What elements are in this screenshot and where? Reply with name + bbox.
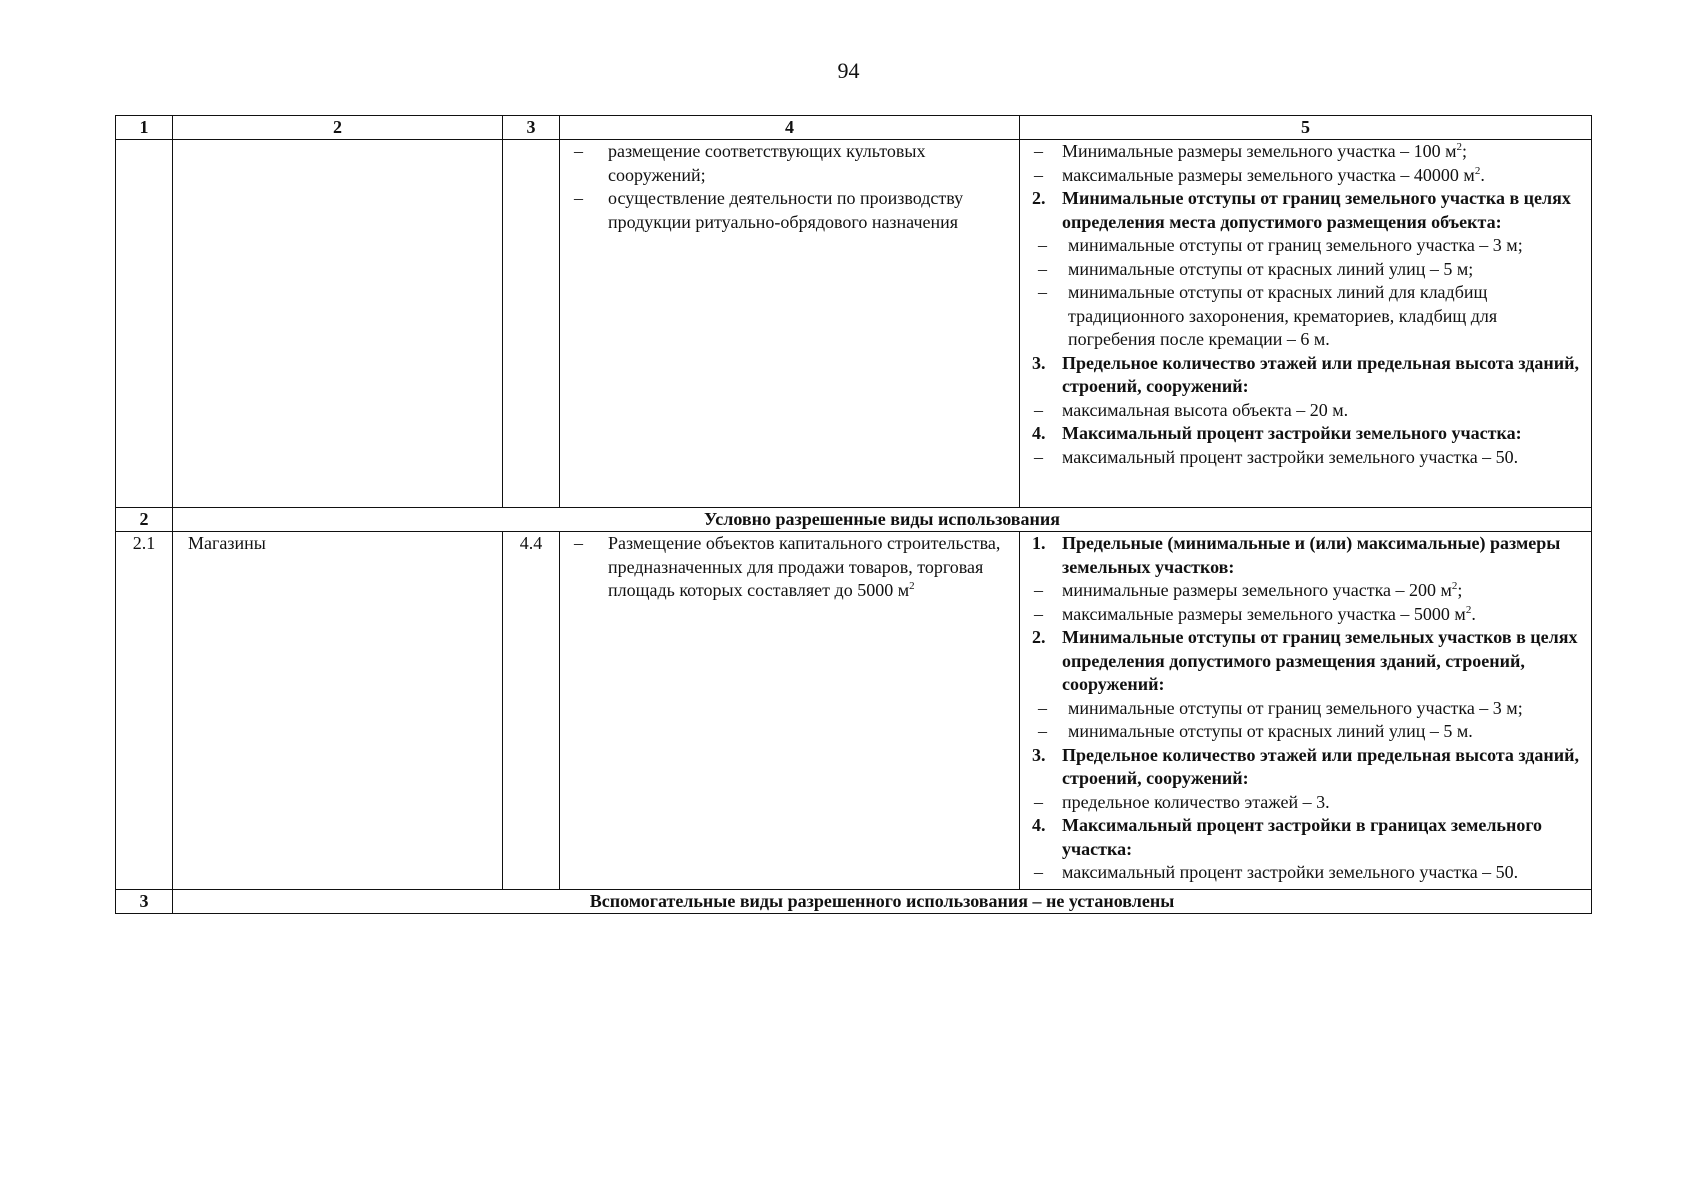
section-row-2 bbox=[116, 508, 1592, 532]
page-number: 94 bbox=[837, 58, 860, 83]
parameter-number: 4. bbox=[1032, 423, 1046, 443]
parameter-item bbox=[1032, 399, 1587, 423]
parameter-item-text: минимальные отступы от красных линий для кладбищ традиционного захоронения, крематориев, кладбищ для погребения после кремации – 6 м. bbox=[1068, 282, 1498, 349]
parameter-item-text: минимальные отступы от красных линий улиц – 5 м; bbox=[1068, 258, 1474, 279]
parameter-number: 3. bbox=[1032, 352, 1046, 373]
header-col-3: 3 bbox=[503, 116, 560, 140]
parameter-heading-text: Предельное количество этажей или предельная высота зданий, строений, сооружений: bbox=[1062, 744, 1580, 788]
parameter-number: 2. bbox=[1032, 627, 1046, 647]
parameter-number: 3. bbox=[1032, 744, 1046, 765]
description-list bbox=[560, 532, 1019, 603]
dash-bullet: – bbox=[1034, 399, 1043, 420]
dash-bullet: – bbox=[1034, 791, 1043, 812]
cell-parameters bbox=[1020, 140, 1592, 508]
dash-bullet: – bbox=[1038, 697, 1047, 718]
parameter-item-text: предельное количество этажей – 3. bbox=[1062, 791, 1330, 812]
table-row-continued bbox=[116, 140, 1592, 508]
section-row-3 bbox=[116, 890, 1592, 914]
superscript: 2 bbox=[1456, 141, 1463, 153]
table-row-2-1 bbox=[116, 532, 1592, 890]
parameter-item-text: максимальные размеры земельного участка – 40000 $м^2$. bbox=[1062, 164, 1485, 185]
parameter-heading bbox=[1032, 352, 1587, 399]
dash-bullet: – bbox=[574, 188, 583, 208]
parameter-item-text: максимальная высота объекта – 20 м. bbox=[1062, 399, 1349, 420]
parameter-heading-text: Минимальные отступы от границ земельных участков в целях определения допустимого размещения зданий, строений, сооружений: bbox=[1062, 627, 1578, 694]
dash-bullet: – bbox=[1034, 862, 1043, 882]
parameter-heading-text: Предельные (минимальные и (или) максимальные) размеры земельных участков: bbox=[1062, 533, 1561, 577]
header-col-1: 1 bbox=[116, 116, 173, 140]
parameter-item-text: максимальный процент застройки земельного участка – 50. bbox=[1062, 446, 1519, 467]
parameter-heading-text: Предельное количество этажей или предельная высота зданий, строений, сооружений: bbox=[1062, 352, 1580, 396]
parameter-heading bbox=[1032, 532, 1587, 579]
cell-num: 2.1 bbox=[116, 532, 173, 890]
land-use-table bbox=[115, 115, 1592, 914]
superscript: 2 bbox=[1451, 580, 1458, 592]
dash-bullet: – bbox=[1038, 258, 1047, 279]
parameter-item bbox=[1032, 140, 1587, 164]
cell-code bbox=[503, 140, 560, 508]
header-col-4: 4 bbox=[560, 116, 1020, 140]
parameter-item bbox=[1032, 697, 1587, 721]
parameter-item-text: минимальные отступы от красных линий улиц – 5 м. bbox=[1068, 721, 1473, 741]
list-item-text: осуществление деятельности по производству продукции ритуально-обрядового назначения bbox=[608, 188, 964, 232]
section-title: Условно разрешенные виды использования bbox=[173, 508, 1592, 532]
dash-bullet: – bbox=[1034, 141, 1043, 161]
cell-num bbox=[116, 140, 173, 508]
parameter-item bbox=[1032, 281, 1587, 352]
parameter-heading-text: Максимальный процент застройки в границах земельного участка: bbox=[1062, 815, 1543, 859]
parameter-item bbox=[1032, 164, 1587, 188]
list-item bbox=[560, 187, 1019, 234]
parameter-item-text: Минимальные размеры земельного участка – 100 $м^2$; bbox=[1062, 141, 1468, 161]
dash-bullet: – bbox=[1038, 721, 1047, 741]
parameter-item bbox=[1032, 258, 1587, 282]
section-title: Вспомогательные виды разрешенного использования – не установлены bbox=[173, 890, 1592, 914]
superscript: 2 bbox=[909, 580, 915, 592]
parameter-item bbox=[1032, 791, 1587, 815]
parameter-item bbox=[1032, 234, 1587, 258]
parameter-heading-text: Минимальные отступы от границ земельного участка в целях определения места допустимого размещения объекта: bbox=[1062, 188, 1571, 232]
header-col-2: 2 bbox=[173, 116, 503, 140]
cell-description bbox=[560, 532, 1020, 890]
parameter-item bbox=[1032, 579, 1587, 603]
list-item-text: Размещение объектов капитального строительства, предназначенных для продажи товаров, торговая площадь которых составляет до 5000 $м^2$ bbox=[608, 533, 1001, 600]
header-row bbox=[116, 116, 1592, 140]
parameter-item bbox=[1032, 603, 1587, 627]
parameter-item bbox=[1032, 861, 1587, 885]
parameter-item bbox=[1032, 446, 1587, 470]
section-number: 3 bbox=[116, 890, 173, 914]
cell-code: 4.4 bbox=[503, 532, 560, 890]
superscript: 2 bbox=[1474, 164, 1481, 177]
parameter-number: 4. bbox=[1032, 815, 1046, 835]
parameter-item-text: минимальные отступы от границ земельного участка – 3 м; bbox=[1068, 697, 1523, 718]
dash-bullet: – bbox=[574, 533, 583, 553]
parameter-item-text: минимальные размеры земельного участка – 200 $м^2$; bbox=[1062, 580, 1463, 600]
parameter-number: 1. bbox=[1032, 533, 1046, 553]
list-item-text: размещение соответствующих культовых сооружений; bbox=[608, 141, 926, 185]
dash-bullet: – bbox=[1034, 446, 1043, 467]
cell-name bbox=[173, 140, 503, 508]
parameter-heading bbox=[1032, 626, 1587, 697]
header-col-5: 5 bbox=[1020, 116, 1592, 140]
dash-bullet: – bbox=[1038, 235, 1047, 255]
superscript: 2 bbox=[1465, 603, 1472, 616]
parameter-item bbox=[1032, 720, 1587, 744]
parameter-item-text: максимальный процент застройки земельного участка – 50. bbox=[1062, 862, 1519, 882]
parameter-item-text: максимальные размеры земельного участка – 5000 $м^2$. bbox=[1062, 603, 1476, 624]
list-item bbox=[560, 140, 1019, 187]
dash-bullet: – bbox=[1034, 164, 1043, 185]
cell-parameters bbox=[1020, 532, 1592, 890]
dash-bullet: – bbox=[1034, 580, 1043, 600]
list-item bbox=[560, 532, 1019, 603]
parameter-item-text: минимальные отступы от границ земельного участка – 3 м; bbox=[1068, 235, 1523, 255]
parameter-heading bbox=[1032, 187, 1587, 234]
dash-bullet: – bbox=[574, 141, 583, 161]
dash-bullet: – bbox=[1038, 282, 1047, 302]
description-list bbox=[560, 140, 1019, 234]
section-number: 2 bbox=[116, 508, 173, 532]
cell-name: Магазины bbox=[173, 532, 503, 890]
parameter-heading bbox=[1032, 422, 1587, 446]
parameter-number: 2. bbox=[1032, 188, 1046, 208]
dash-bullet: – bbox=[1034, 603, 1043, 624]
cell-description bbox=[560, 140, 1020, 508]
parameter-heading-text: Максимальный процент застройки земельного участка: bbox=[1062, 423, 1522, 443]
parameter-heading bbox=[1032, 744, 1587, 791]
parameter-heading bbox=[1032, 814, 1587, 861]
